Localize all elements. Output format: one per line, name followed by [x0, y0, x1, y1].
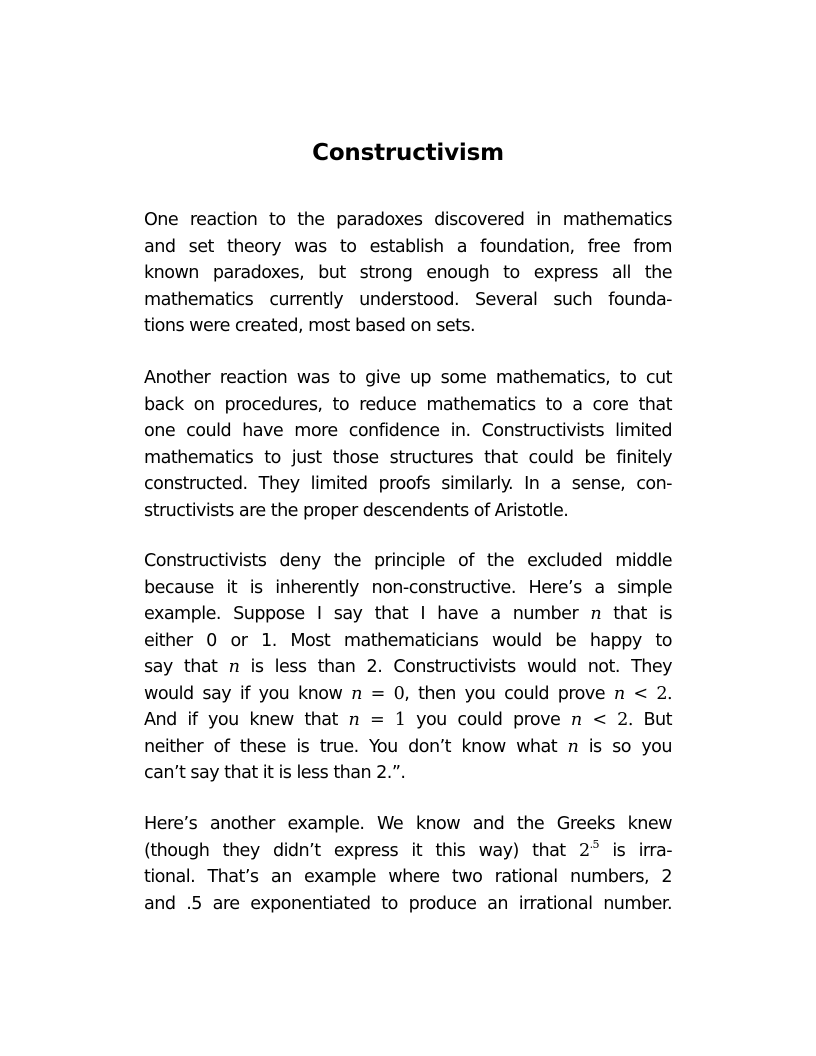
- text-line: and .5 are exponentiated to produce an irrational number.: [144, 893, 672, 914]
- text-segment: that is: [601, 604, 672, 624]
- math-variable: n: [613, 683, 625, 704]
- text-line: one could have more confidence in. Constructivists limited: [144, 421, 672, 441]
- text-line: tional. That’s an example where two rational numbers, 2: [144, 867, 672, 887]
- math-variable: n: [590, 604, 602, 624]
- math-expression: < 2.: [581, 710, 633, 730]
- text-line: because it is inherently non-constructive. Here’s a simple: [144, 577, 672, 598]
- text-segment: neither of these is true. You don’t know what: [144, 736, 568, 757]
- paragraph-3: [144, 548, 672, 787]
- text-segment: you could prove: [405, 710, 571, 730]
- text-line: known paradoxes, but strong enough to express all the: [144, 263, 672, 283]
- text-line: either 0 or 1. Most mathematicians would be happy to: [144, 630, 672, 651]
- page-title: Constructivism: [312, 140, 504, 166]
- text-line: tions were created, most based on sets.: [144, 316, 476, 336]
- text-segment: is irra-: [599, 840, 672, 861]
- text-line: [144, 707, 672, 734]
- math-expression: < 2.: [624, 683, 673, 704]
- paragraph-4: [144, 811, 672, 917]
- text-line: [144, 838, 672, 865]
- text-line: back on procedures, to reduce mathematics to a core that: [144, 394, 672, 415]
- text-segment: But: [632, 710, 672, 730]
- text-line: Another reaction was to give up some mathematics, to cut: [144, 368, 672, 388]
- math-base: 2: [578, 840, 590, 861]
- math-variable: n: [351, 683, 362, 704]
- text-line: [144, 734, 672, 761]
- paragraph-1: [144, 207, 672, 340]
- text-line: structivists are the proper descendents of Aristotle.: [144, 500, 569, 521]
- text-segment: say that: [144, 657, 229, 677]
- text-line: mathematics currently understood. Several such founda-: [144, 289, 672, 310]
- text-line: can’t say that it is less than 2.”.: [144, 763, 406, 783]
- text-segment: would say if you know: [144, 683, 352, 704]
- text-line: [144, 601, 672, 628]
- paragraph-2: [144, 365, 672, 524]
- math-variable: n: [228, 657, 240, 677]
- text-line: mathematics to just those structures that could be finitely: [144, 447, 672, 468]
- math-variable: n: [348, 710, 360, 730]
- text-line: [144, 681, 672, 708]
- text-line: Constructivists deny the principle of the excluded middle: [144, 551, 672, 571]
- text-line: constructed. They limited proofs similarly. In a sense, con-: [144, 474, 672, 494]
- math-variable: n: [567, 736, 579, 757]
- text-line: [144, 654, 672, 681]
- text-segment: And if you knew that: [144, 710, 349, 730]
- text-line: One reaction to the paradoxes discovered in mathematics: [144, 210, 672, 230]
- text-segment: , then you could prove: [404, 683, 614, 704]
- math-expression: = 0: [361, 683, 405, 704]
- text-segment: is so you: [578, 736, 672, 757]
- text-line: Here’s another example. We know and the Greeks knew: [144, 814, 672, 834]
- text-line: and set theory was to establish a foundation, free from: [144, 236, 672, 257]
- math-exponent: .5: [589, 837, 600, 851]
- text-segment: is less than 2. Constructivists would not. They: [239, 657, 673, 677]
- text-segment: (though they didn’t express it this way) that: [144, 840, 579, 861]
- text-segment: example. Suppose I say that I have a number: [144, 604, 591, 624]
- math-variable: n: [570, 710, 582, 730]
- math-expression: = 1: [359, 710, 406, 730]
